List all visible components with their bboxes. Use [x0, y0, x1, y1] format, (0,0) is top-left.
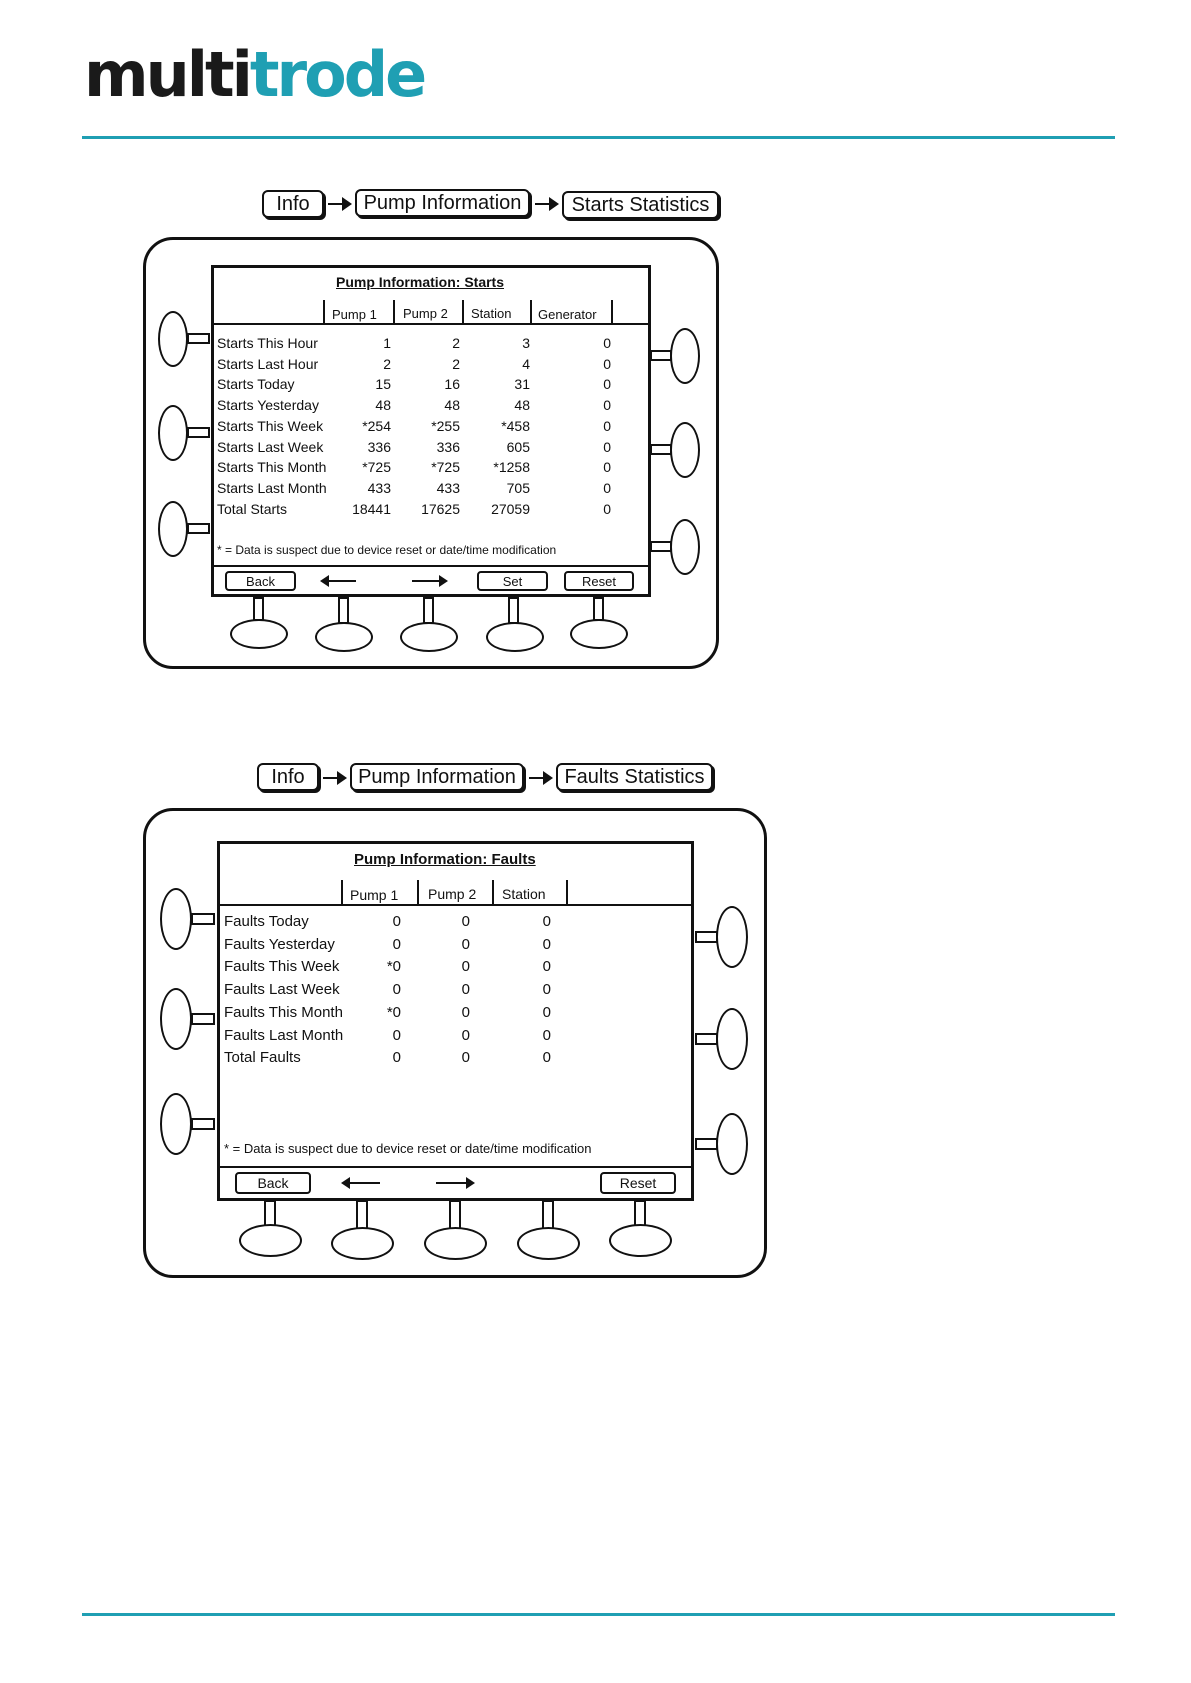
- reset-button[interactable]: Reset: [564, 571, 634, 591]
- table-cell: 0: [603, 355, 611, 372]
- bottom-button-stem: [542, 1200, 554, 1230]
- softkey-bar-divider: [220, 1166, 691, 1168]
- table-cell: 31: [514, 376, 530, 393]
- table-cell: 0: [461, 935, 470, 953]
- table-cell: 2: [383, 355, 391, 372]
- back-button[interactable]: Back: [235, 1172, 311, 1194]
- column-header-station: Station: [471, 306, 512, 321]
- bottom-button-stem: [338, 597, 349, 624]
- bottom-button-2[interactable]: [315, 622, 373, 652]
- table-cell: 0: [392, 1026, 401, 1044]
- column-divider: [462, 300, 464, 324]
- bottom-button-stem: [423, 597, 434, 624]
- row-label: Starts This Week: [217, 417, 324, 434]
- table-cell: 0: [542, 935, 551, 953]
- table-cell: 0: [461, 1026, 470, 1044]
- side-button-stem: [650, 444, 672, 455]
- table-cell: 48: [444, 397, 460, 414]
- table-cell: 336: [367, 438, 391, 455]
- side-button-left-3[interactable]: [158, 501, 188, 557]
- bottom-button-stem: [253, 597, 264, 621]
- table-cell: 0: [542, 958, 551, 976]
- row-label: Starts Yesterday: [217, 397, 319, 414]
- side-button-left-2[interactable]: [160, 988, 192, 1050]
- table-cell: 27059: [491, 500, 530, 517]
- screen-title: Pump Information: Starts: [336, 274, 505, 290]
- table-cell: *725: [431, 459, 460, 476]
- table-cell: 17625: [421, 500, 460, 517]
- table-cell: *0: [386, 958, 401, 976]
- side-button-right-1[interactable]: [716, 906, 748, 968]
- bottom-button-stem: [449, 1200, 461, 1230]
- row-label: Total Starts: [217, 500, 288, 517]
- breadcrumb-arrow-icon: [535, 203, 557, 205]
- table-cell: 0: [542, 913, 551, 930]
- side-button-left-1[interactable]: [160, 888, 192, 950]
- table-cell: 605: [506, 438, 530, 455]
- column-header-pump-1: Pump 1: [332, 307, 377, 322]
- bottom-button-1[interactable]: [230, 619, 288, 649]
- reset-button[interactable]: Reset: [600, 1172, 676, 1194]
- row-label: Faults Today: [224, 913, 309, 930]
- table-cell: 0: [392, 1049, 401, 1067]
- row-label: Starts Last Hour: [217, 355, 319, 372]
- side-button-right-1[interactable]: [670, 328, 700, 384]
- breadcrumb-pump-information[interactable]: Pump Information: [350, 763, 524, 791]
- logo-part-1: multi: [84, 38, 250, 111]
- table-cell: 0: [461, 981, 470, 999]
- column-header-pump-2: Pump 2: [403, 306, 448, 321]
- table-cell: 15: [375, 376, 391, 393]
- row-label: Faults Last Week: [224, 981, 340, 999]
- table-cell: 0: [461, 1049, 470, 1067]
- header-rule: [82, 136, 1115, 139]
- table-cell: 0: [392, 981, 401, 999]
- side-button-right-3[interactable]: [670, 519, 700, 575]
- row-label: Faults This Week: [224, 958, 340, 976]
- company-logo: [84, 38, 425, 111]
- side-button-stem: [650, 350, 672, 361]
- column-divider: [417, 880, 419, 905]
- row-label: Faults This Month: [224, 1003, 343, 1021]
- table-cell: 4: [522, 355, 530, 372]
- row-label: Total Faults: [224, 1049, 301, 1067]
- table-cell: 18441: [352, 500, 391, 517]
- table-cell: 0: [542, 1003, 551, 1021]
- side-button-stem: [187, 523, 210, 534]
- bottom-button-stem: [593, 597, 604, 621]
- side-button-stem: [650, 541, 672, 552]
- side-button-stem: [187, 427, 210, 438]
- bottom-button-3[interactable]: [400, 622, 458, 652]
- bottom-button-1[interactable]: [239, 1224, 302, 1257]
- side-button-stem: [187, 333, 210, 344]
- table-cell: 0: [603, 459, 611, 476]
- side-button-left-2[interactable]: [158, 405, 188, 461]
- bottom-button-stem: [264, 1200, 276, 1227]
- table-cell: 0: [603, 438, 611, 455]
- row-label: Faults Last Month: [224, 1026, 344, 1044]
- bottom-button-stem: [634, 1200, 646, 1227]
- column-divider: [611, 300, 613, 324]
- header-underline: [220, 904, 691, 906]
- side-button-right-2[interactable]: [716, 1008, 748, 1070]
- bottom-button-4[interactable]: [517, 1227, 580, 1260]
- table-cell: *0: [386, 1003, 401, 1021]
- breadcrumb-arrow-icon: [529, 777, 551, 779]
- table-cell: 433: [367, 479, 391, 496]
- column-divider: [323, 300, 325, 324]
- table-cell: 2: [452, 355, 460, 372]
- table-cell: 3: [522, 335, 530, 351]
- column-divider: [566, 880, 568, 905]
- side-button-right-3[interactable]: [716, 1113, 748, 1175]
- arrow-left-icon[interactable]: [322, 580, 356, 582]
- breadcrumb-arrow-icon: [323, 777, 345, 779]
- table-cell: 0: [392, 913, 401, 930]
- arrow-right-icon[interactable]: [412, 580, 446, 582]
- table-cell: 0: [392, 935, 401, 953]
- side-button-stem: [695, 1138, 718, 1150]
- column-header-station: Station: [502, 886, 546, 902]
- table-cell: 0: [461, 913, 470, 930]
- side-button-stem: [191, 913, 215, 925]
- table-cell: 0: [603, 335, 611, 351]
- table-cell: 1: [383, 335, 391, 351]
- table-cell: 2: [452, 335, 460, 351]
- column-divider: [393, 300, 395, 324]
- side-button-stem: [191, 1118, 215, 1130]
- breadcrumb-arrow-icon: [328, 203, 350, 205]
- table-cell: 0: [603, 397, 611, 414]
- bottom-button-5[interactable]: [570, 619, 628, 649]
- table-cell: 336: [436, 438, 460, 455]
- column-divider: [492, 880, 494, 905]
- table-cell: 0: [461, 1003, 470, 1021]
- footnote: * = Data is suspect due to device reset or date/time modification: [217, 543, 557, 557]
- row-label: Starts Today: [217, 376, 295, 393]
- column-header-pump-1: Pump 1: [350, 887, 399, 903]
- breadcrumb-info[interactable]: Info: [262, 190, 324, 218]
- header-underline: [214, 323, 648, 325]
- arrow-left-icon[interactable]: [343, 1182, 380, 1184]
- side-button-stem: [191, 1013, 215, 1025]
- table-cell: 0: [603, 479, 611, 496]
- table-cell: 0: [542, 1026, 551, 1044]
- column-divider: [530, 300, 532, 324]
- bottom-button-stem: [356, 1200, 368, 1230]
- breadcrumb-starts-statistics[interactable]: Starts Statistics: [562, 191, 719, 219]
- row-label: Starts This Month: [217, 459, 327, 476]
- table-cell: 433: [436, 479, 460, 496]
- table-cell: 705: [506, 479, 530, 496]
- bottom-button-4[interactable]: [486, 622, 544, 652]
- footer-rule: [82, 1613, 1115, 1616]
- table-cell: 0: [603, 500, 611, 517]
- row-label: Starts Last Month: [217, 479, 327, 496]
- row-label: Starts Last Week: [217, 438, 324, 455]
- table-cell: *725: [362, 459, 391, 476]
- row-label: Starts This Hour: [217, 335, 318, 351]
- column-header-pump-2: Pump 2: [428, 886, 477, 902]
- table-cell: *255: [431, 417, 460, 434]
- table-cell: *1258: [493, 459, 530, 476]
- column-divider: [341, 880, 343, 905]
- table-cell: 0: [603, 417, 611, 434]
- table-cell: 0: [542, 981, 551, 999]
- back-button[interactable]: Back: [225, 571, 296, 591]
- breadcrumb-faults-statistics[interactable]: Faults Statistics: [556, 763, 713, 791]
- table-cell: *458: [501, 417, 530, 434]
- table-cell: *254: [362, 417, 391, 434]
- breadcrumb-info[interactable]: Info: [257, 763, 319, 791]
- table-cell: 0: [603, 376, 611, 393]
- screen-title: Pump Information: Faults: [354, 851, 536, 868]
- breadcrumb-pump-information[interactable]: Pump Information: [355, 189, 530, 217]
- side-button-left-3[interactable]: [160, 1093, 192, 1155]
- side-button-right-2[interactable]: [670, 422, 700, 478]
- row-label: Faults Yesterday: [224, 935, 335, 953]
- arrow-right-icon[interactable]: [436, 1182, 473, 1184]
- table-cell: 0: [542, 1049, 551, 1067]
- bottom-button-3[interactable]: [424, 1227, 487, 1260]
- side-button-stem: [695, 931, 718, 943]
- table-cell: 48: [375, 397, 391, 414]
- side-button-left-1[interactable]: [158, 311, 188, 367]
- bottom-button-5[interactable]: [609, 1224, 672, 1257]
- table-cell: 48: [514, 397, 530, 414]
- bottom-button-2[interactable]: [331, 1227, 394, 1260]
- set-button[interactable]: Set: [477, 571, 548, 591]
- table-cell: 0: [461, 958, 470, 976]
- column-header-generator: Generator: [538, 307, 597, 322]
- side-button-stem: [695, 1033, 718, 1045]
- footnote: * = Data is suspect due to device reset or date/time modification: [224, 1141, 592, 1156]
- softkey-bar-divider: [214, 565, 648, 567]
- table-cell: 16: [444, 376, 460, 393]
- logo-part-2: trode: [249, 38, 425, 111]
- bottom-button-stem: [508, 597, 519, 624]
